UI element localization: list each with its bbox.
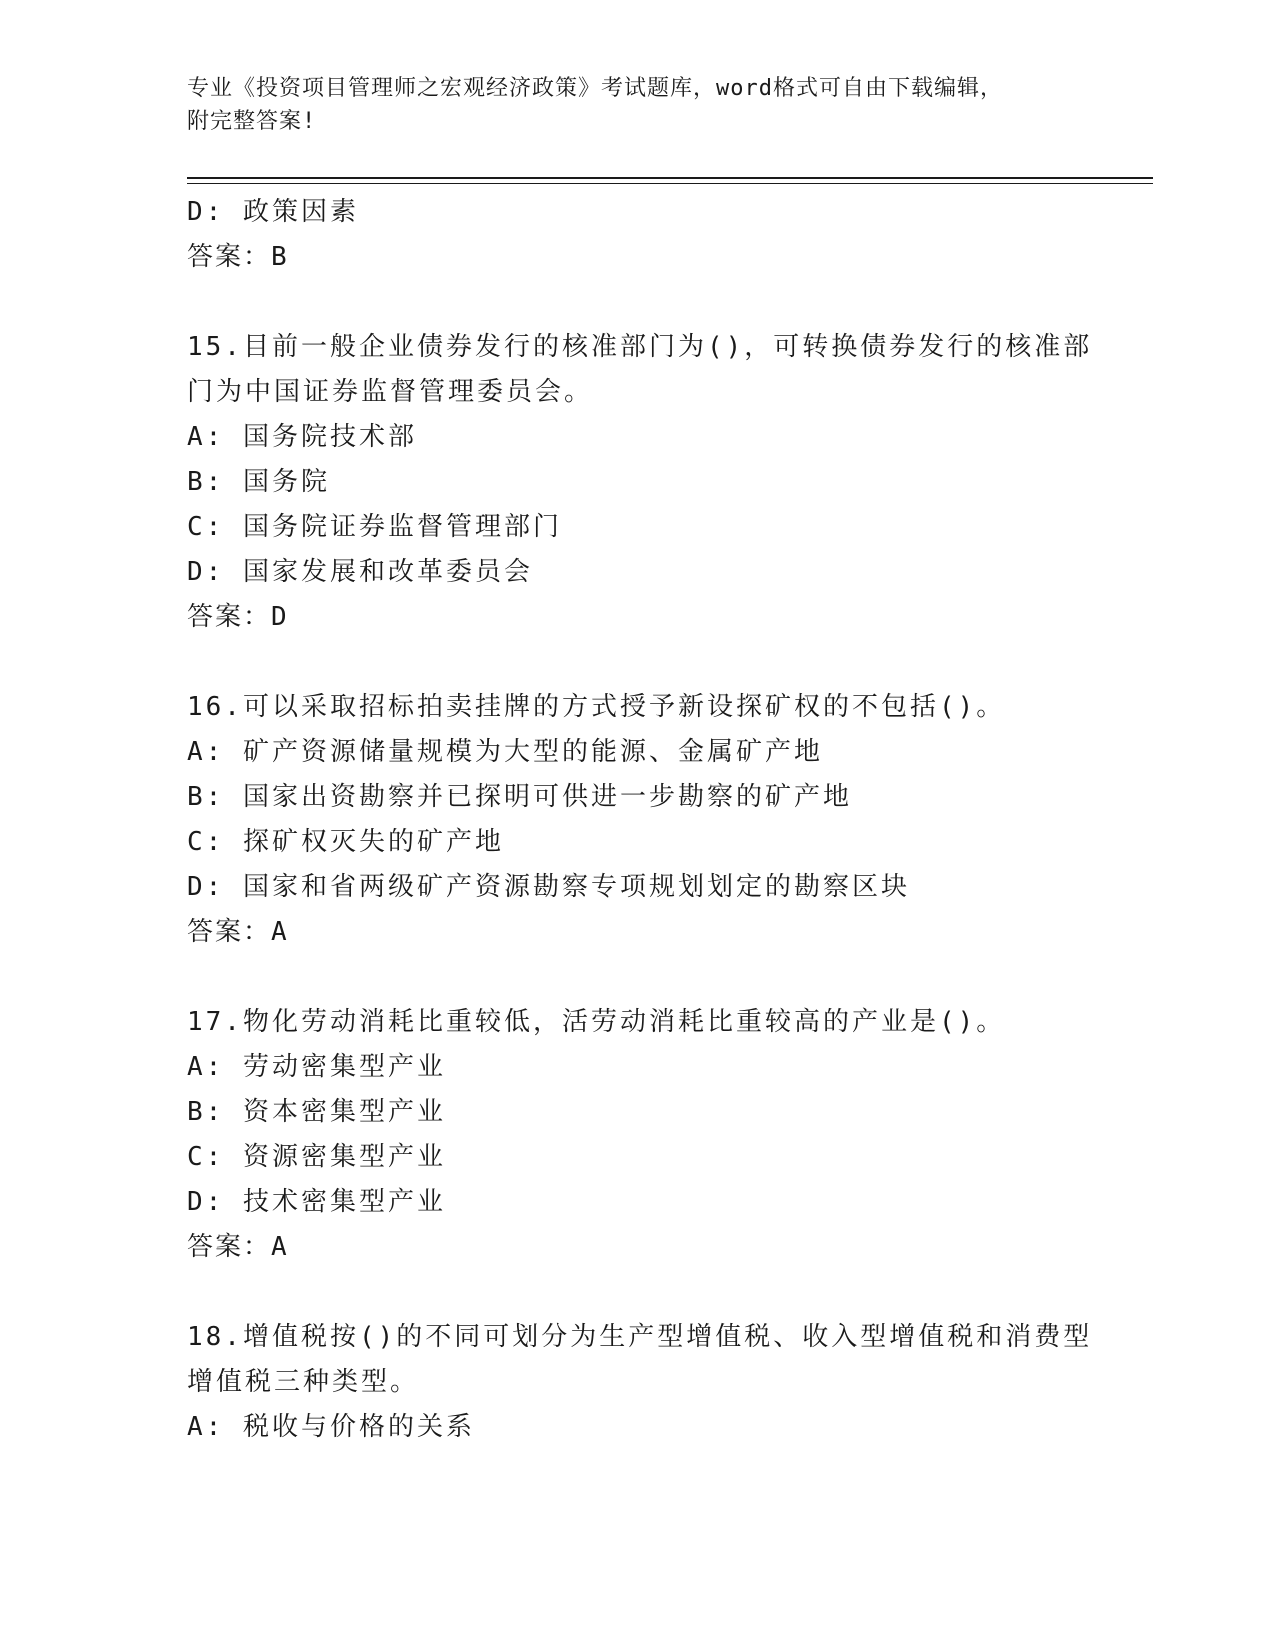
stem-line: 增值税三种类型。 — [187, 1367, 420, 1397]
option-c: C: 探矿权灭失的矿产地 — [187, 827, 504, 857]
question-stem — [187, 685, 1087, 730]
option-d: D: 国家发展和改革委员会 — [187, 557, 533, 587]
header-divider-thin — [187, 183, 1153, 184]
stem-line: 18.增值税按()的不同可划分为生产型增值税、收入型增值税和消费型 — [187, 1322, 1093, 1352]
answer-line: 答案：A — [187, 917, 289, 947]
header-line-2: 附完整答案! — [187, 109, 317, 134]
question-stem — [187, 325, 1093, 415]
option-a: A: 劳动密集型产业 — [187, 1052, 446, 1082]
header-divider-thick — [187, 177, 1153, 179]
option-c: C: 国务院证券监督管理部门 — [187, 512, 562, 542]
option-a: A: 国务院技术部 — [187, 422, 417, 452]
answer-line: 答案：D — [187, 602, 289, 632]
option-c: C: 资源密集型产业 — [187, 1142, 446, 1172]
option-b: B: 国务院 — [187, 467, 330, 497]
stem-line: 16.可以采取招标拍卖挂牌的方式授予新设探矿权的不包括()。 — [187, 692, 1006, 722]
option-a: A: 税收与价格的关系 — [187, 1412, 475, 1442]
option-b: B: 资本密集型产业 — [187, 1097, 446, 1127]
question-stem — [187, 1000, 1087, 1045]
question-18 — [187, 1315, 1093, 1450]
question-17 — [187, 1000, 1087, 1270]
option-d: D: 技术密集型产业 — [187, 1187, 446, 1217]
top-fragment — [187, 190, 1087, 280]
option-d: D: 国家和省两级矿产资源勘察专项规划划定的勘察区块 — [187, 872, 910, 902]
question-stem — [187, 1315, 1093, 1405]
stem-line: 15.目前一般企业债券发行的核准部门为()，可转换债券发行的核准部 — [187, 332, 1093, 362]
question-16 — [187, 685, 1087, 955]
option-a: A: 矿产资源储量规模为大型的能源、金属矿产地 — [187, 737, 823, 767]
stem-line: 17.物化劳动消耗比重较低，活劳动消耗比重较高的产业是()。 — [187, 1007, 1006, 1037]
question-list — [187, 190, 1093, 1450]
header-line-1: 专业《投资项目管理师之宏观经济政策》考试题库，word格式可自由下载编辑， — [187, 76, 1003, 101]
question-15 — [187, 325, 1093, 640]
option-b: B: 国家出资勘察并已探明可供进一步勘察的矿产地 — [187, 782, 852, 812]
option-d: D: 政策因素 — [187, 197, 359, 227]
document-header — [187, 72, 1087, 138]
answer-line: 答案：A — [187, 1232, 289, 1262]
answer-line: 答案：B — [187, 242, 289, 272]
stem-line: 门为中国证券监督管理委员会。 — [187, 377, 594, 407]
